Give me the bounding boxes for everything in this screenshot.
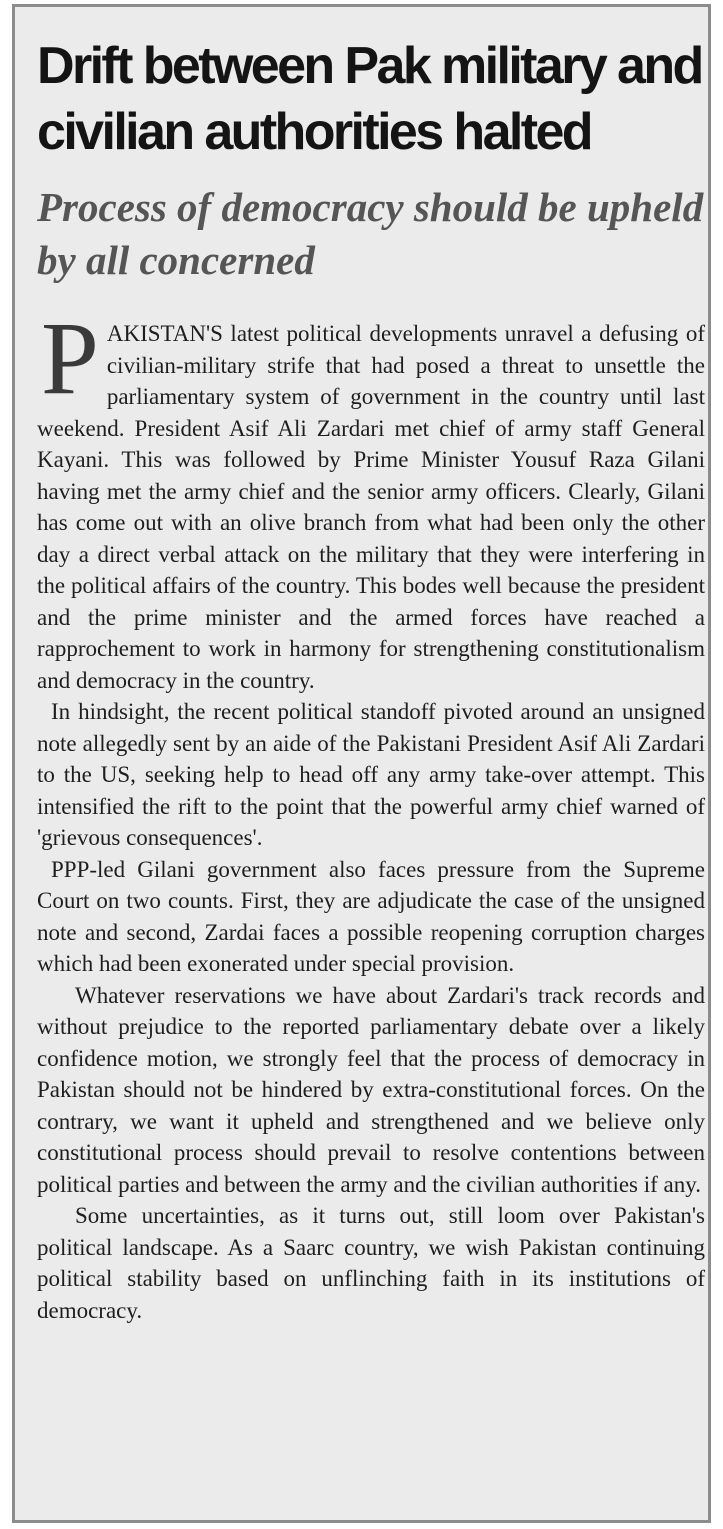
paragraph-1-text: AKISTAN'S latest political developments unravel a defusing of civilian-military strife that had posed a threat to unsettle the parliamentary system of government in the country until last weekend. President Asif Ali Zardari met chief of army staff General Kayani. This was followed by Prime Minister Yousuf Raza Gilani having met the army chief and the senior army officers. Clearly, Gilani has come out with an olive branch from what had been only the other day a direct verbal attack on the military that they were interfering in the political affairs of the country. This bodes well because the president and the prime minister and the armed forces have reached a rapprochement to work in harmony for strengthening constitutionalism and democracy in the country. xyxy=(37,321,705,693)
paragraph-4: Whatever reservations we have about Zardari's track records and without prejudice to the reported parliamentary debate over a likely confidence motion, we strongly feel that the process of democracy in Pakistan should not be hindered by extra-constitutional forces. On the contrary, we want it upheld and strengthened and we believe only constitutional process should prevail to resolve contentions between political parties and between the army and the civilian authorities if any. xyxy=(37,982,705,1197)
paragraph-2: In hindsight, the recent political standoff pivoted around an unsigned note allegedly sent by an aide of the Pakistani President Asif Ali Zardari to the US, seeking help to head off any army take-over attempt. This intensified the rift to the point that the powerful army chief warned of 'grievous consequences'. xyxy=(37,699,705,850)
drop-cap: P xyxy=(41,301,99,416)
paragraph-1 xyxy=(37,301,705,696)
subheadline: Process of democracy should be upheld by all concerned xyxy=(37,184,704,283)
article-body xyxy=(37,301,705,1326)
editorial-clipping xyxy=(12,4,711,1523)
paragraph-3: PPP-led Gilani government also faces pressure from the Supreme Court on two counts. First, they are adjudicate the case of the unsigned note and second, Zardai faces a possible reopening corruption charges which had been exonerated under special provision. xyxy=(37,856,705,976)
paragraph-5: Some uncertainties, as it turns out, still loom over Pakistan's political landscape. As a Saarc country, we wish Pakistan continuing political stability based on unflinching faith in its institutions of democracy. xyxy=(37,1203,705,1323)
headline: Drift between Pak military and civilian authorities halted xyxy=(37,37,702,161)
